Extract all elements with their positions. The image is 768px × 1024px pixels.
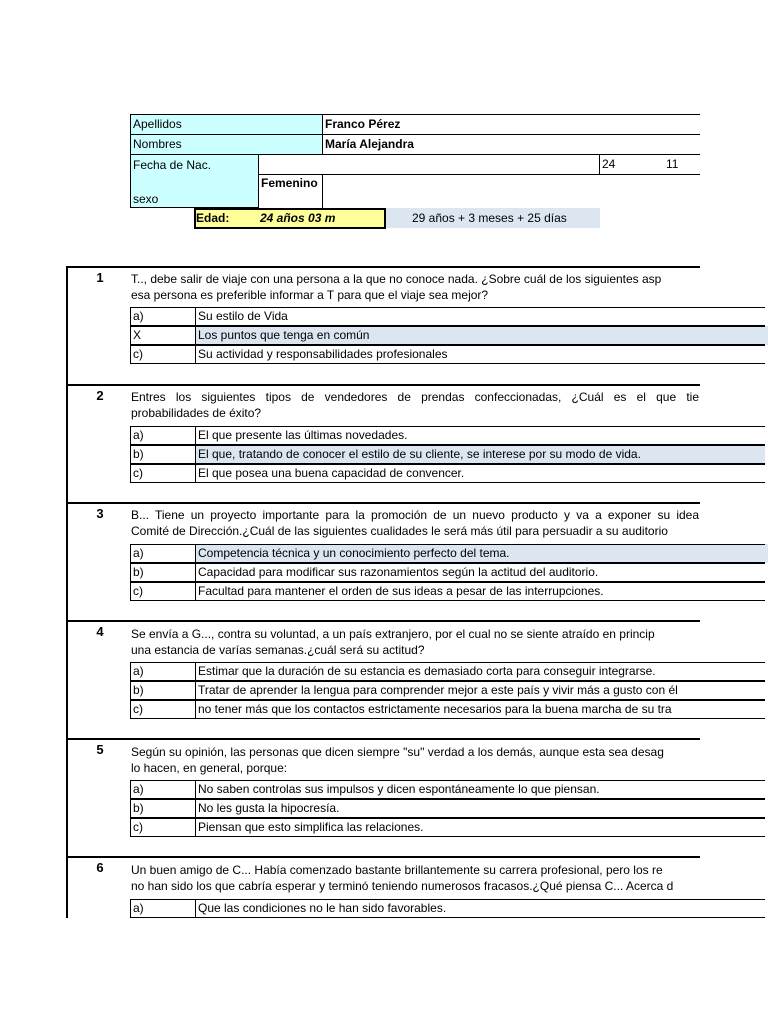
- option-letter: a): [130, 780, 195, 799]
- option-letter: b): [130, 445, 195, 464]
- questions-top-border: [66, 266, 700, 268]
- question-number: 6: [96, 860, 104, 875]
- option-text: no tener más que los contactos estrictamente necesarios para la buena marcha de su tra: [195, 700, 765, 719]
- fecha-nac-input: [258, 154, 600, 175]
- option-text: No les gusta la hipocresía.: [195, 799, 765, 818]
- question-text: [131, 389, 699, 421]
- option-text: Capacidad para modificar sus razonamientos según la actitud del auditorio.: [195, 563, 765, 582]
- question-text-line: una estancia de varías semanas.¿cuál será su actitud?: [131, 643, 425, 657]
- question-text-line: Comité de Dirección.¿Cuál de las siguientes cualidades le será más útil para persuadir a su auditorio: [131, 524, 668, 538]
- option-text: Estimar que la duración de su estancia es demasiado corta para conseguir integrarse.: [195, 662, 765, 681]
- option-letter: c): [130, 700, 195, 719]
- question-text: [131, 744, 699, 776]
- option-letter: b): [130, 563, 195, 582]
- question-text-line: B... Tiene un proyecto importante para la promoción de un nuevo producto y va a exponer su idea: [131, 508, 699, 522]
- question-separator: [66, 856, 700, 858]
- edad-value: 24 años 03 m: [260, 211, 336, 225]
- question-text-line: Según su opinión, las personas que dicen siempre "su" verdad a los demás, aunque esta sea desag: [131, 745, 664, 759]
- edad-label: Edad:: [196, 211, 230, 225]
- question-separator: [66, 620, 700, 622]
- option-text: El que posea una buena capacidad de convencer.: [195, 464, 765, 483]
- option-text: El que, tratando de conocer el estilo de su cliente, se interese por su modo de vida.: [195, 445, 765, 464]
- question-text-line: esa persona es preferible informar a T para que el viaje sea mejor?: [131, 288, 489, 302]
- question-text-line: lo hacen, en general, porque:: [131, 761, 288, 775]
- question-text: [131, 271, 699, 303]
- sexo-label: sexo: [130, 175, 258, 208]
- option-text: Que las condiciones no le han sido favorables.: [195, 899, 765, 918]
- option-letter: c): [130, 818, 195, 837]
- question-text-line: T.., debe salir de viaje con una persona a la que no conoce nada. ¿Sobre cuál de los siguientes asp: [131, 272, 662, 286]
- option-letter: b): [130, 681, 195, 700]
- sexo-divider: [322, 175, 325, 208]
- question-number: 2: [96, 388, 104, 403]
- question-text-line: Entres los siguientes tipos de vendedores de prendas confeccionadas, ¿Cuál es el que tie: [131, 390, 699, 404]
- option-text: El que presente las últimas novedades.: [195, 426, 765, 445]
- option-letter: a): [130, 899, 195, 918]
- question-separator: [66, 738, 700, 740]
- edad-detail: 29 años + 3 meses + 25 días: [386, 208, 600, 228]
- option-text: Facultad para mantener el orden de sus ideas a pesar de las interrupciones.: [195, 582, 765, 601]
- questions-left-border: [66, 266, 68, 918]
- option-letter: b): [130, 799, 195, 818]
- option-text: Su estilo de Vida: [195, 307, 765, 326]
- question-number: 3: [96, 506, 104, 521]
- option-letter: a): [130, 544, 195, 563]
- question-text-line: no han sido los que cabría esperar y terminó teniendo numerosos fracasos.¿Qué piensa C... Acerca d: [131, 879, 674, 893]
- option-text: Tratar de aprender la lengua para comprender mejor a este país y vivir más a gusto con él: [195, 681, 765, 700]
- option-letter: c): [130, 464, 195, 483]
- option-letter: c): [130, 582, 195, 601]
- question-separator: [66, 502, 700, 504]
- question-separator: [66, 384, 700, 386]
- fecha-month: 11: [666, 157, 679, 171]
- option-text: No saben controlas sus impulsos y dicen espontáneamente lo que piensan.: [195, 780, 765, 799]
- apellidos-value: Franco Pérez: [322, 114, 700, 134]
- option-letter: a): [130, 307, 195, 326]
- sexo-value: Femenino: [258, 175, 322, 208]
- question-text: [131, 507, 699, 539]
- question-text-line: probabilidades de éxito?: [131, 406, 262, 420]
- question-text-line: Se envía a G..., contra su voluntad, a un país extranjero, por el cual no se siente atraído en princip: [131, 627, 655, 641]
- question-number: 1: [96, 270, 104, 285]
- nombres-value: María Alejandra: [322, 134, 700, 154]
- option-text: Piensan que esto simplifica las relaciones.: [195, 818, 765, 837]
- question-text-line: Un buen amigo de C... Había comenzado bastante brillantemente su carrera profesional, pero los re: [131, 863, 663, 877]
- option-letter: a): [130, 426, 195, 445]
- nombres-label: Nombres: [130, 134, 322, 154]
- question-text: [131, 862, 699, 894]
- fecha-day: 24: [602, 157, 616, 171]
- option-text: Competencia técnica y un conocimiento perfecto del tema.: [195, 544, 765, 563]
- option-text: Los puntos que tenga en común: [195, 326, 765, 345]
- question-number: 5: [96, 742, 104, 757]
- option-text: Su actividad y responsabilidades profesionales: [195, 345, 765, 364]
- question-number: 4: [96, 624, 104, 639]
- option-letter: a): [130, 662, 195, 681]
- option-letter: c): [130, 345, 195, 364]
- fecha-nac-label: Fecha de Nac.: [130, 154, 258, 175]
- option-letter: X: [130, 326, 195, 345]
- question-text: [131, 626, 699, 658]
- apellidos-label: Apellidos: [130, 114, 322, 134]
